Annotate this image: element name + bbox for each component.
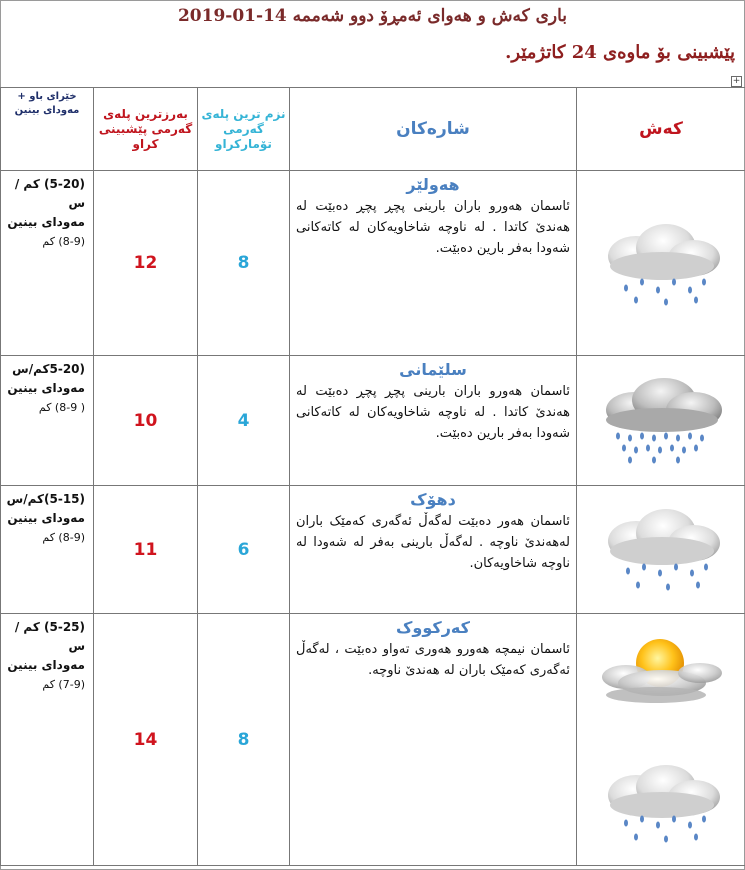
wind-speed: (5-20کم/س xyxy=(12,362,85,376)
table-move-handle-icon[interactable]: + xyxy=(732,76,741,86)
table-row xyxy=(1,486,745,614)
sun-cloud-icon xyxy=(596,633,726,713)
header-weather: کەش xyxy=(577,88,745,171)
city-name: هەولێر xyxy=(406,175,460,194)
city-cell xyxy=(290,614,577,866)
forecast-description: ئاسمان هەورو باران بارینی پچڕ پچڕ دەبێت لە هەندێ کاتدا . لە ناوچە شاخاویەکان لە کاتەکانی شەودا بەفر بارین دەبێت. xyxy=(296,384,570,441)
min-temp-value: 6 xyxy=(198,486,290,614)
max-temp-value: 10 xyxy=(94,356,198,486)
header-max-temp: بەرزترین پلەی گەرمی پێشبینی کراو xyxy=(94,88,198,171)
wind-visibility-cell xyxy=(1,171,94,356)
weather-icon-cell xyxy=(577,171,745,356)
max-temp-value: 14 xyxy=(94,614,198,866)
max-temp-value: 11 xyxy=(94,486,198,614)
wind-speed: (5-15)کم/س xyxy=(6,492,85,506)
weather-icon-cell xyxy=(577,356,745,486)
cloud-heavy-rain-icon xyxy=(596,376,726,466)
min-temp-value: 4 xyxy=(198,356,290,486)
city-cell xyxy=(290,356,577,486)
min-temp-value: 8 xyxy=(198,614,290,866)
wind-speed: (5-20) کم /س xyxy=(14,177,85,210)
wind-visibility-cell xyxy=(1,356,94,486)
wind-visibility-cell xyxy=(1,614,94,866)
header-cities: شارەکان xyxy=(290,88,577,171)
cloud-rain-icon xyxy=(596,761,726,846)
table-row xyxy=(1,614,745,866)
weather-icon-cell xyxy=(577,614,745,866)
min-temp-value: 8 xyxy=(198,171,290,356)
visibility-label: مەودای بینین xyxy=(7,658,85,672)
table-header-row xyxy=(1,88,745,171)
wind-visibility-cell xyxy=(1,486,94,614)
header-wind-visibility: خێرای باو + مەودای بینین xyxy=(1,88,94,171)
forecast-subtitle: پێشبینی بۆ ماوەی 24 کاتژمێر. xyxy=(505,42,735,63)
city-name: دهۆک xyxy=(410,490,456,509)
max-temp-value: 12 xyxy=(94,171,198,356)
page-title: باری کەش و هەوای ئەمڕۆ دوو شەممە 14-01-2019 xyxy=(177,6,568,26)
visibility-label: مەودای بینین xyxy=(7,381,85,395)
forecast-description: ئاسمان هەورو باران بارینی پچڕ پچڕ دەبێت لە هەندێ کاتدا . لە ناوچە شاخاویەکان لە کاتەکانی شەودا بەفر بارین دەبێت. xyxy=(296,199,570,256)
visibility-value: (8-9) کم xyxy=(42,235,85,248)
cloud-rain-icon xyxy=(596,505,726,595)
table-row xyxy=(1,356,745,486)
visibility-label: مەودای بینین xyxy=(7,215,85,229)
visibility-value: ( 8-9) کم xyxy=(38,401,85,414)
cloud-rain-icon xyxy=(596,218,726,308)
city-cell xyxy=(290,171,577,356)
city-name: سلێمانی xyxy=(399,360,467,379)
forecast-description: ئاسمان نیمچە هەورو هەوری تەواو دەبێت ، لەگەڵ ئەگەری کەمێک باران لە هەندێ ناوچە. xyxy=(296,642,570,678)
visibility-label: مەودای بینین xyxy=(7,511,85,525)
weather-table xyxy=(0,87,745,866)
forecast-description: ئاسمان هەور دەبێت لەگەڵ ئەگەری کەمێک باران لەهەندێ ناوچە . لەگەڵ بارینی بەفر لە شەودا لە ناوچە شاخاویەکان. xyxy=(296,514,570,571)
city-name: کەرکووک xyxy=(396,618,470,637)
wind-speed: (5-25) کم /س xyxy=(14,620,85,653)
weather-icon-cell xyxy=(577,486,745,614)
header-min-temp: نزم ترین پلەی گەرمی تۆمارکراو xyxy=(198,88,290,171)
visibility-value: (7-9) کم xyxy=(42,678,85,691)
city-cell xyxy=(290,486,577,614)
table-row xyxy=(1,171,745,356)
visibility-value: (8-9) کم xyxy=(42,531,85,544)
